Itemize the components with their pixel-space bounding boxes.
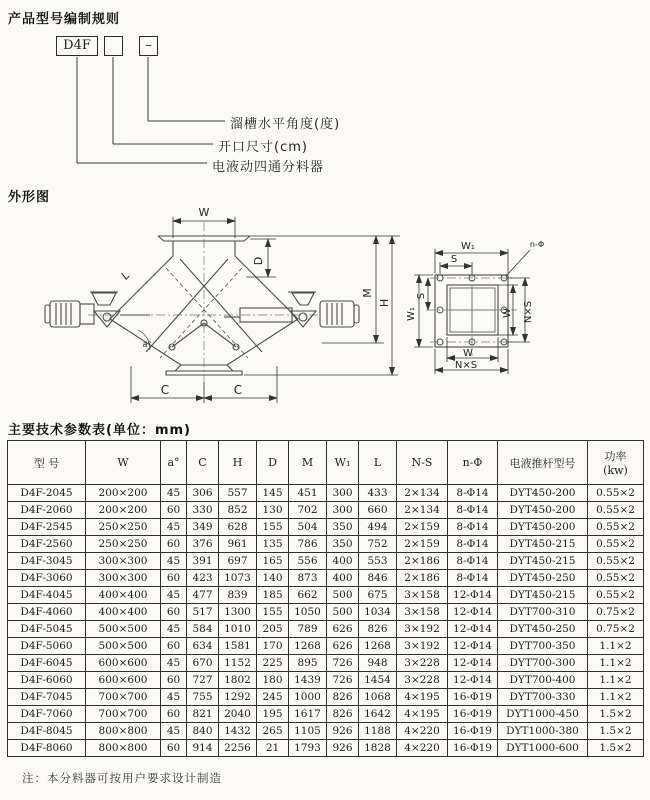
column-header: N-S — [397, 441, 448, 485]
table-cell: 1439 — [289, 672, 327, 689]
table-cell: 12-Φ14 — [448, 587, 498, 604]
table-cell: 1073 — [219, 570, 257, 587]
column-header: D — [257, 441, 289, 485]
table-cell: 517 — [187, 604, 219, 621]
table-cell: 1.1×2 — [588, 689, 644, 706]
table-cell: 4×220 — [397, 740, 448, 757]
table-cell: 350 — [327, 519, 359, 536]
table-cell: 185 — [257, 587, 289, 604]
table-cell: 0.55×2 — [588, 553, 644, 570]
table-cell: 3×228 — [397, 672, 448, 689]
table-cell: 300×300 — [86, 553, 161, 570]
table-cell: 1268 — [289, 638, 327, 655]
column-header: C — [187, 441, 219, 485]
table-cell: 8-Φ14 — [448, 570, 498, 587]
table-cell: 1188 — [359, 723, 397, 740]
table-cell: 0.75×2 — [588, 604, 644, 621]
table-cell: DYT700-330 — [498, 689, 588, 706]
table-cell: 800×800 — [86, 723, 161, 740]
table-cell: 826 — [327, 706, 359, 723]
model-code-box-prefix: D4F — [56, 36, 98, 56]
table-cell: 180 — [257, 672, 289, 689]
table-cell: 60 — [161, 502, 187, 519]
table-cell: 1581 — [219, 638, 257, 655]
table-row — [8, 621, 644, 638]
table-cell: 826 — [327, 689, 359, 706]
dim-label-m: M — [361, 288, 374, 298]
table-cell: 727 — [187, 672, 219, 689]
table-cell: 45 — [161, 621, 187, 638]
dim-label-h: H — [378, 298, 391, 308]
column-header: 型 号 — [8, 441, 86, 485]
table-cell: 0.75×2 — [588, 621, 644, 638]
table-row — [8, 485, 644, 502]
table-cell: 3×228 — [397, 655, 448, 672]
table-cell: 16-Φ19 — [448, 706, 498, 723]
table-cell: 200×200 — [86, 485, 161, 502]
column-header: M — [289, 441, 327, 485]
flange-view-dim-labels — [406, 240, 544, 371]
table-cell: DYT700-400 — [498, 672, 588, 689]
dim-label-c-left: C — [160, 383, 170, 397]
table-cell: 1300 — [219, 604, 257, 621]
table-cell: 60 — [161, 638, 187, 655]
table-row — [8, 519, 644, 536]
table-cell: DYT450-200 — [498, 502, 588, 519]
table-cell: 45 — [161, 689, 187, 706]
table-cell: 1.1×2 — [588, 672, 644, 689]
table-cell: 3×192 — [397, 621, 448, 638]
table-cell: 1.5×2 — [588, 706, 644, 723]
table-row — [8, 740, 644, 757]
table-row — [8, 672, 644, 689]
dim-label-n-phi: n-Φ — [529, 240, 545, 249]
table-cell: 8-Φ14 — [448, 536, 498, 553]
table-cell: 391 — [187, 553, 219, 570]
table-row — [8, 587, 644, 604]
column-header: H — [219, 441, 257, 485]
dim-label-w-right: W — [502, 308, 513, 318]
table-cell: 914 — [187, 740, 219, 757]
table-cell: 2×134 — [397, 485, 448, 502]
table-cell: D4F-5045 — [8, 621, 86, 638]
table-cell: 21 — [257, 740, 289, 757]
table-cell: 4×195 — [397, 689, 448, 706]
table-cell: 789 — [289, 621, 327, 638]
label-opening-size: 开口尺寸(cm) — [218, 140, 308, 155]
table-cell: DYT450-215 — [498, 553, 588, 570]
column-header: L — [359, 441, 397, 485]
table-cell: 821 — [187, 706, 219, 723]
table-cell: 0.55×2 — [588, 536, 644, 553]
table-cell: 300×300 — [86, 570, 161, 587]
table-cell: D4F-2560 — [8, 536, 86, 553]
section-title-parameters: 主要技术参数表(单位：mm) — [8, 423, 191, 438]
table-cell: 852 — [219, 502, 257, 519]
section-title-outline: 外形图 — [8, 190, 51, 205]
table-cell: 423 — [187, 570, 219, 587]
table-cell: 755 — [187, 689, 219, 706]
column-header: n-Φ — [448, 441, 498, 485]
header-row — [8, 441, 644, 485]
table-cell: 1034 — [359, 604, 397, 621]
table-cell: 60 — [161, 672, 187, 689]
table-cell: DYT1000-600 — [498, 740, 588, 757]
table-cell: 726 — [327, 655, 359, 672]
dim-label-nxs-bottom: N×S — [454, 360, 478, 371]
table-cell: 350 — [327, 536, 359, 553]
table-cell: 675 — [359, 587, 397, 604]
table-cell: 702 — [289, 502, 327, 519]
table-cell: 1268 — [359, 638, 397, 655]
table-cell: 60 — [161, 740, 187, 757]
model-code-box-angle: – — [139, 36, 158, 56]
dim-label-nxs-right: N×S — [523, 300, 534, 324]
table-row — [8, 536, 644, 553]
table-cell: 752 — [359, 536, 397, 553]
table-row — [8, 604, 644, 621]
table-row — [8, 655, 644, 672]
column-header: 电液推杆型号 — [498, 441, 588, 485]
table-cell: DYT700-350 — [498, 638, 588, 655]
table-cell: 1105 — [289, 723, 327, 740]
table-cell: 400 — [327, 570, 359, 587]
table-cell: D4F-7045 — [8, 689, 86, 706]
table-row — [8, 638, 644, 655]
table-cell: 45 — [161, 519, 187, 536]
table-cell: 12-Φ14 — [448, 638, 498, 655]
table-cell: D4F-6060 — [8, 672, 86, 689]
table-cell: 500×500 — [86, 638, 161, 655]
table-cell: 700×700 — [86, 706, 161, 723]
table-cell: 873 — [289, 570, 327, 587]
table-cell: 1432 — [219, 723, 257, 740]
table-cell: 205 — [257, 621, 289, 638]
table-row — [8, 689, 644, 706]
table-cell: 170 — [257, 638, 289, 655]
table-cell: 584 — [187, 621, 219, 638]
table-cell: 800×800 — [86, 740, 161, 757]
table-cell: 0.55×2 — [588, 485, 644, 502]
model-code-connector-lines — [0, 0, 650, 180]
table-cell: 2256 — [219, 740, 257, 757]
table-cell: 45 — [161, 485, 187, 502]
table-cell: 330 — [187, 502, 219, 519]
table-cell: 16-Φ19 — [448, 740, 498, 757]
table-cell: 2040 — [219, 706, 257, 723]
dim-label-w-bottom: W — [463, 348, 473, 359]
table-cell: D4F-4060 — [8, 604, 86, 621]
table-cell: 451 — [289, 485, 327, 502]
dim-label-c-right: C — [233, 383, 243, 397]
table-cell: 0.55×2 — [588, 587, 644, 604]
table-cell: 8-Φ14 — [448, 485, 498, 502]
model-code-box-opening-size — [104, 36, 123, 56]
column-header: 功率 (kw) — [588, 441, 644, 485]
table-cell: D4F-2045 — [8, 485, 86, 502]
table-cell: 670 — [187, 655, 219, 672]
table-cell: 2×134 — [397, 502, 448, 519]
table-cell: 12-Φ14 — [448, 655, 498, 672]
table-cell: 349 — [187, 519, 219, 536]
table-cell: 12-Φ14 — [448, 621, 498, 638]
table-cell: 839 — [219, 587, 257, 604]
table-cell: 3×158 — [397, 587, 448, 604]
table-row — [8, 723, 644, 740]
table-cell: 600×600 — [86, 672, 161, 689]
table-cell: D4F-3045 — [8, 553, 86, 570]
table-cell: 306 — [187, 485, 219, 502]
table-cell: 494 — [359, 519, 397, 536]
table-cell: 626 — [327, 621, 359, 638]
table-cell: 1.1×2 — [588, 638, 644, 655]
table-cell: 245 — [257, 689, 289, 706]
table-cell: 786 — [289, 536, 327, 553]
table-cell: 0.55×2 — [588, 570, 644, 587]
table-cell: 250×250 — [86, 536, 161, 553]
table-cell: 826 — [359, 621, 397, 638]
table-cell: DYT700-300 — [498, 655, 588, 672]
dim-label-s-left: S — [416, 292, 427, 300]
table-cell: 557 — [219, 485, 257, 502]
column-header: a° — [161, 441, 187, 485]
table-cell: 556 — [289, 553, 327, 570]
footnote: 注：本分料器可按用户要求设计制造 — [22, 771, 222, 785]
table-cell: 16-Φ19 — [448, 689, 498, 706]
table-cell: D4F-8045 — [8, 723, 86, 740]
table-cell: 60 — [161, 604, 187, 621]
table-cell: 2×186 — [397, 553, 448, 570]
table-cell: 2×159 — [397, 519, 448, 536]
table-cell: 1.1×2 — [588, 655, 644, 672]
parameters-table — [7, 440, 644, 757]
table-cell: 3×158 — [397, 604, 448, 621]
table-cell: 45 — [161, 655, 187, 672]
table-cell: 1642 — [359, 706, 397, 723]
table-cell: 8-Φ14 — [448, 553, 498, 570]
table-cell: 700×700 — [86, 689, 161, 706]
dim-label-d: D — [252, 256, 265, 266]
table-cell: D4F-2545 — [8, 519, 86, 536]
table-cell: 660 — [359, 502, 397, 519]
table-cell: 726 — [327, 672, 359, 689]
table-cell: 948 — [359, 655, 397, 672]
table-row — [8, 553, 644, 570]
table-cell: DYT1000-380 — [498, 723, 588, 740]
table-cell: D4F-5060 — [8, 638, 86, 655]
table-cell: D4F-2060 — [8, 502, 86, 519]
table-cell: 2×186 — [397, 570, 448, 587]
dim-label-s-top: S — [450, 254, 458, 265]
table-cell: 225 — [257, 655, 289, 672]
table-cell: 60 — [161, 706, 187, 723]
table-cell: 1.5×2 — [588, 723, 644, 740]
table-cell: 4×220 — [397, 723, 448, 740]
table-cell: D4F-4045 — [8, 587, 86, 604]
table-cell: 300 — [327, 485, 359, 502]
table-cell: D4F-3060 — [8, 570, 86, 587]
dim-label-l: L — [118, 269, 133, 283]
table-cell: 0.55×2 — [588, 519, 644, 536]
table-cell: 895 — [289, 655, 327, 672]
table-body — [8, 485, 644, 757]
table-cell: 926 — [327, 740, 359, 757]
table-row — [8, 570, 644, 587]
table-cell: DYT1000-450 — [498, 706, 588, 723]
table-cell: 500 — [327, 604, 359, 621]
table-cell: 1292 — [219, 689, 257, 706]
dim-label-w1-top: W₁ — [461, 241, 475, 252]
table-cell: 1.5×2 — [588, 740, 644, 757]
table-cell: 400 — [327, 553, 359, 570]
table-cell: 500×500 — [86, 621, 161, 638]
table-cell: 400×400 — [86, 604, 161, 621]
label-chute-angle: 溜槽水平角度(度) — [230, 117, 341, 132]
table-cell: 0.55×2 — [588, 502, 644, 519]
table-cell: 846 — [359, 570, 397, 587]
table-cell: DYT450-200 — [498, 519, 588, 536]
dim-label-w1-left: W₁ — [406, 307, 417, 321]
table-cell: 45 — [161, 553, 187, 570]
table-cell: 504 — [289, 519, 327, 536]
table-cell: D4F-6045 — [8, 655, 86, 672]
table-cell: 8-Φ14 — [448, 502, 498, 519]
column-header: W₁ — [327, 441, 359, 485]
table-cell: 130 — [257, 502, 289, 519]
table-cell: D4F-8060 — [8, 740, 86, 757]
table-cell: 662 — [289, 587, 327, 604]
table-cell: 16-Φ19 — [448, 723, 498, 740]
label-device-name: 电液动四通分料器 — [212, 160, 325, 175]
table-cell: 250×250 — [86, 519, 161, 536]
table-row — [8, 706, 644, 723]
table-cell: 155 — [257, 519, 289, 536]
table-cell: DYT450-215 — [498, 587, 588, 604]
table-cell: 697 — [219, 553, 257, 570]
table-cell: 376 — [187, 536, 219, 553]
table-cell: 4×195 — [397, 706, 448, 723]
table-cell: 961 — [219, 536, 257, 553]
table-cell: 135 — [257, 536, 289, 553]
table-cell: 926 — [327, 723, 359, 740]
table-cell: DYT450-250 — [498, 621, 588, 638]
table-cell: 145 — [257, 485, 289, 502]
table-cell: 477 — [187, 587, 219, 604]
table-cell: 433 — [359, 485, 397, 502]
dim-label-w: W — [198, 206, 210, 219]
table-cell: 1152 — [219, 655, 257, 672]
table-cell: 155 — [257, 604, 289, 621]
table-cell: 840 — [187, 723, 219, 740]
dim-label-angle: a° — [142, 340, 152, 349]
column-header: W — [86, 441, 161, 485]
table-cell: 400×400 — [86, 587, 161, 604]
table-cell: D4F-7060 — [8, 706, 86, 723]
table-cell: 553 — [359, 553, 397, 570]
table-cell: 195 — [257, 706, 289, 723]
table-cell: 12-Φ14 — [448, 672, 498, 689]
table-cell: 60 — [161, 536, 187, 553]
table-cell: 200×200 — [86, 502, 161, 519]
table-cell: 1793 — [289, 740, 327, 757]
table-cell: 628 — [219, 519, 257, 536]
table-cell: 300 — [327, 502, 359, 519]
table-cell: 1050 — [289, 604, 327, 621]
table-cell: 600×600 — [86, 655, 161, 672]
table-cell: 1454 — [359, 672, 397, 689]
table-cell: 500 — [327, 587, 359, 604]
table-cell: 3×192 — [397, 638, 448, 655]
table-cell: DYT450-250 — [498, 570, 588, 587]
table-cell: 634 — [187, 638, 219, 655]
table-cell: 1010 — [219, 621, 257, 638]
outline-drawing — [0, 200, 650, 418]
table-cell: 2×159 — [397, 536, 448, 553]
table-cell: 1802 — [219, 672, 257, 689]
table-cell: 265 — [257, 723, 289, 740]
table-cell: 1617 — [289, 706, 327, 723]
table-cell: 165 — [257, 553, 289, 570]
table-cell: 12-Φ14 — [448, 604, 498, 621]
main-view-drawing — [45, 222, 359, 392]
table-cell: DYT450-215 — [498, 536, 588, 553]
table-cell: 60 — [161, 570, 187, 587]
table-cell: DYT700-310 — [498, 604, 588, 621]
table-cell: 45 — [161, 587, 187, 604]
table-cell: 140 — [257, 570, 289, 587]
table-cell: 626 — [327, 638, 359, 655]
table-header — [8, 441, 644, 485]
table-row — [8, 502, 644, 519]
table-cell: 1000 — [289, 689, 327, 706]
table-cell: 1828 — [359, 740, 397, 757]
table-cell: 45 — [161, 723, 187, 740]
table-cell: DYT450-200 — [498, 485, 588, 502]
table-cell: 8-Φ14 — [448, 519, 498, 536]
table-cell: 1068 — [359, 689, 397, 706]
section-title-model-rules: 产品型号编制规则 — [8, 12, 121, 27]
